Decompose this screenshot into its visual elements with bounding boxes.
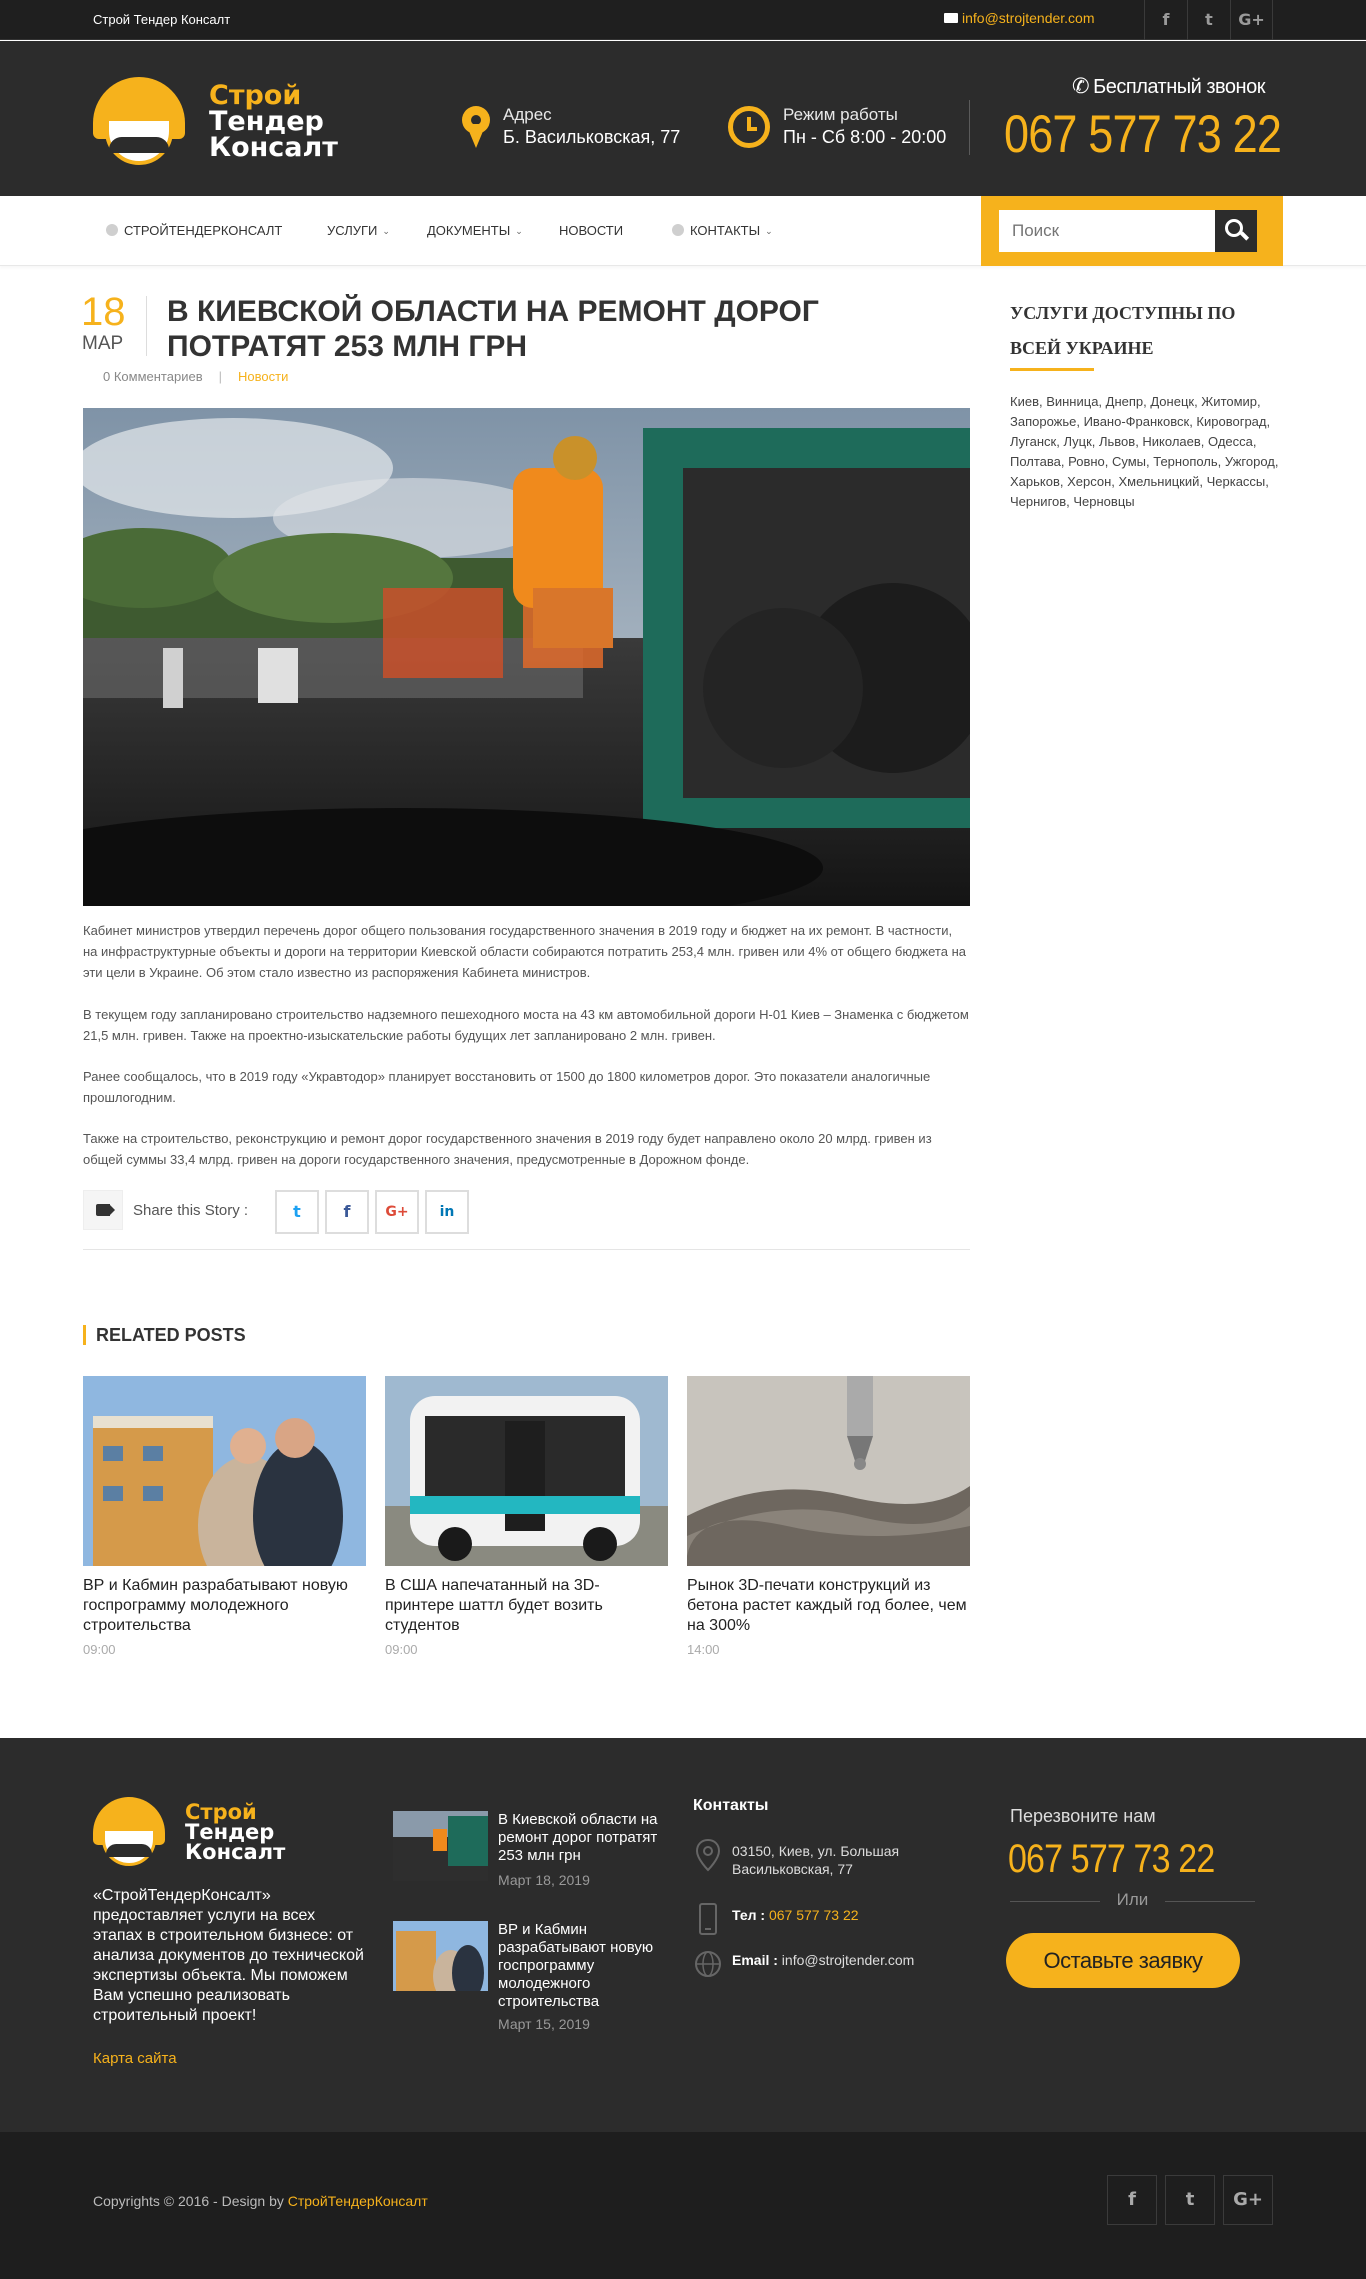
nav-item-documents[interactable]: ДОКУМЕНТЫ ⌄ <box>427 223 523 238</box>
clock-icon <box>728 106 770 148</box>
footer-contacts-heading: Контакты <box>693 1797 769 1814</box>
tag-icon <box>83 1190 123 1230</box>
nav-item-news[interactable]: НОВОСТИ <box>559 223 624 238</box>
hours-label: Режим работы <box>783 105 898 124</box>
top-email-link[interactable] <box>944 10 1095 26</box>
hours-block <box>728 105 946 148</box>
related-post-3[interactable] <box>687 1376 970 1657</box>
top-bar <box>0 0 1366 40</box>
related-post-title: В США напечатанный на 3D-принтере шаттл будет возить студентов <box>385 1577 603 1634</box>
copyright-brand-link[interactable]: СтройТендерКонсалт <box>287 2193 428 2209</box>
related-post-time: 14:00 <box>687 1642 720 1657</box>
address-label: Адрес <box>503 105 552 124</box>
search-box <box>981 196 1283 266</box>
post-title: В КИЕВСКОЙ ОБЛАСТИ НА РЕМОНТ ДОРОГ ПОТРАТЯТ 253 МЛН ГРН <box>167 295 819 363</box>
share-bar <box>83 1190 970 1250</box>
related-posts-heading: RELATED POSTS <box>83 1325 246 1345</box>
related-post-1[interactable] <box>83 1376 366 1657</box>
address-value: Б. Васильковская, 77 <box>503 127 681 147</box>
logo-word-3: Консалт <box>185 1840 286 1864</box>
free-call-label: ✆ Бесплатный звонок <box>1072 75 1265 98</box>
sidebar-heading-underline <box>1010 368 1094 371</box>
sidebar-cities: Киев, Винница, Днепр, Донецк, Житомир, Запорожье, Ивано-Франковск, Кировоград, Луганск, Луцк, Львов, Николаев, Одесса, Полтава, Ровно, Сумы, Тернополь, Ужгород, Харьков, Херсон, Хмельницкий, Черкассы, Чернигов, Черновцы <box>1010 394 1279 509</box>
post-paragraph-4: Также на строительство, реконструкцию и ремонт дорог государственного значения в 2019 году будет направлено около 20 млрд. гривен из общей суммы 33,4 млрд. гривен на дороги государственного значения, предусмотренные в Дорожном фонде. <box>83 1131 932 1167</box>
chevron-down-icon: ⌄ <box>765 226 773 236</box>
footer-phone: Тел : 067 577 73 22 <box>693 1902 963 1936</box>
related-post-time: 09:00 <box>385 1642 418 1657</box>
post-meta: 0 Комментариев | Новости <box>103 369 289 384</box>
logo-word-2: Тендер <box>185 1820 275 1844</box>
header-divider <box>969 100 970 155</box>
post-date-month: МАР <box>82 333 124 354</box>
helmet-logo-icon <box>93 1797 165 1867</box>
post-paragraph-1: Кабинет министров утвердил перечень дорог общего пользования государственного значения в 2019 году и бюджет на их ремонт. В частности, на инфраструктурные объекты и дороги на территории Киевской области собираются потратить 253,4 млн. гривен или 4% от общего бюджета на эти цели в Украине. Об этом стало известно из распоряжения Кабинета министров. <box>83 923 966 980</box>
footer-post-1[interactable] <box>393 1811 673 1891</box>
header-phone[interactable]: 067 577 73 22 <box>1004 105 1282 164</box>
footer-post-title: В Киевской области на ремонт дорог потратят 253 млн грн <box>498 1811 658 1864</box>
post-paragraph-2: В текущем году запланировано строительство надземного пешеходного моста на 43 км автомобильной дороги Н-01 Киев – Знаменка с бюджетом 21,5 млн. гривен. Также на проектно-изыскательские работы будущих лет запланировано 2 млн. гривен. <box>83 1007 969 1043</box>
footer-twitter-icon[interactable]: t <box>1165 2175 1215 2225</box>
related-post-title: Рынок 3D-печати конструкций из бетона растет каждый год более, чем на 300% <box>687 1577 967 1634</box>
callback-heading: Перезвоните нам <box>1010 1806 1156 1826</box>
footer-post-2[interactable] <box>393 1921 673 2031</box>
nav-item-contacts[interactable]: КОНТАКТЫ ⌄ <box>672 223 773 238</box>
share-google-button[interactable]: G+ <box>375 1190 419 1234</box>
copyright: Copyrights © 2016 - Design by СтройТендерКонсалт <box>93 2193 428 2209</box>
related-post-title: ВР и Кабмин разрабатывают новую госпрограмму молодежного строительства <box>83 1577 348 1634</box>
footer-logo[interactable] <box>93 1797 285 1867</box>
related-post-time: 09:00 <box>83 1642 116 1657</box>
share-linkedin-button[interactable]: in <box>425 1190 469 1234</box>
chevron-down-icon: ⌄ <box>382 226 390 236</box>
site-logo[interactable] <box>93 77 338 167</box>
post-date-day: 18 <box>81 290 126 334</box>
nav-item-services[interactable]: УСЛУГИ ⌄ <box>327 223 390 238</box>
footer-post-thumbnail <box>393 1921 488 1991</box>
date-divider <box>146 296 147 356</box>
nav-item-home[interactable]: СТРОЙТЕНДЕРКОНСАЛТ <box>106 223 282 238</box>
logo-word-1: Строй <box>209 80 302 111</box>
footer-big-phone[interactable]: 067 577 73 22 <box>1008 1837 1215 1881</box>
location-icon <box>693 1838 723 1872</box>
footer-about: «СтройТендерКонсалт» предоставляет услуги на всех этапах в строительном бизнесе: от анализа документов до технической экспертизы объекта. Мы поможем Вам успешно реализовать строительный проект! <box>93 1887 364 2024</box>
google-plus-icon[interactable]: G+ <box>1230 0 1273 40</box>
footer-post-date: Март 18, 2019 <box>498 1872 590 1888</box>
chevron-down-icon: ⌄ <box>515 226 523 236</box>
related-post-2[interactable] <box>385 1376 668 1657</box>
footer-email-link[interactable]: info@strojtender.com <box>781 1952 915 1968</box>
leave-request-button[interactable]: Оставьте заявку <box>1006 1933 1240 1988</box>
globe-icon <box>693 1947 723 1981</box>
mobile-icon <box>693 1902 723 1936</box>
phone-icon: ✆ <box>1072 75 1090 98</box>
footer-google-plus-icon[interactable]: G+ <box>1223 2175 1273 2225</box>
comments-link[interactable]: 0 Комментариев <box>103 369 203 384</box>
top-email: info@strojtender.com <box>962 10 1095 26</box>
footer-post-thumbnail <box>393 1811 488 1881</box>
footer-post-date: Март 15, 2019 <box>498 2016 590 2032</box>
related-post-image <box>687 1376 970 1566</box>
sidebar-heading: УСЛУГИ ДОСТУПНЫ ПО ВСЕЙ УКРАИНЕ <box>1010 303 1236 358</box>
address-block <box>462 105 680 148</box>
facebook-icon[interactable]: f <box>1144 0 1187 40</box>
logo-word-3: Консалт <box>209 132 338 163</box>
hours-value: Пн - Сб 8:00 - 20:00 <box>783 127 947 147</box>
home-icon <box>106 224 118 236</box>
share-facebook-button[interactable]: f <box>325 1190 369 1234</box>
sitemap-link[interactable]: Карта сайта <box>93 2050 177 2067</box>
top-brand: Строй Тендер Консалт <box>93 12 231 27</box>
search-input[interactable] <box>999 210 1217 252</box>
category-link[interactable]: Новости <box>238 369 289 384</box>
footer-tel-link[interactable]: 067 577 73 22 <box>768 1907 859 1923</box>
search-button[interactable] <box>1215 210 1257 252</box>
footer-post-title: ВР и Кабмин разрабатывают новую госпрограмму молодежного строительства <box>498 1921 654 2010</box>
or-separator: Или <box>1010 1890 1255 1910</box>
related-post-image <box>385 1376 668 1566</box>
footer-email: Email : info@strojtender.com <box>693 1947 963 1981</box>
envelope-icon <box>944 13 958 23</box>
logo-word-1: Строй <box>185 1800 257 1824</box>
post-hero-image <box>83 408 970 906</box>
map-pin-icon <box>462 106 490 148</box>
footer-facebook-icon[interactable]: f <box>1107 2175 1157 2225</box>
post-paragraph-3: Ранее сообщалось, что в 2019 году «Укравтодор» планирует восстановить от 1500 до 1800 километров дорог. Это показатели аналогичные прошлогодним. <box>83 1069 931 1105</box>
related-post-image <box>83 1376 366 1566</box>
twitter-icon[interactable]: t <box>1187 0 1230 40</box>
share-label: Share this Story : <box>133 1202 249 1219</box>
contacts-icon <box>672 224 684 236</box>
share-twitter-button[interactable]: t <box>275 1190 319 1234</box>
helmet-logo-icon <box>93 77 185 167</box>
footer-address: 03150, Киев, ул. Большая Васильковская, 77 <box>693 1838 963 1878</box>
logo-word-2: Тендер <box>209 106 324 137</box>
